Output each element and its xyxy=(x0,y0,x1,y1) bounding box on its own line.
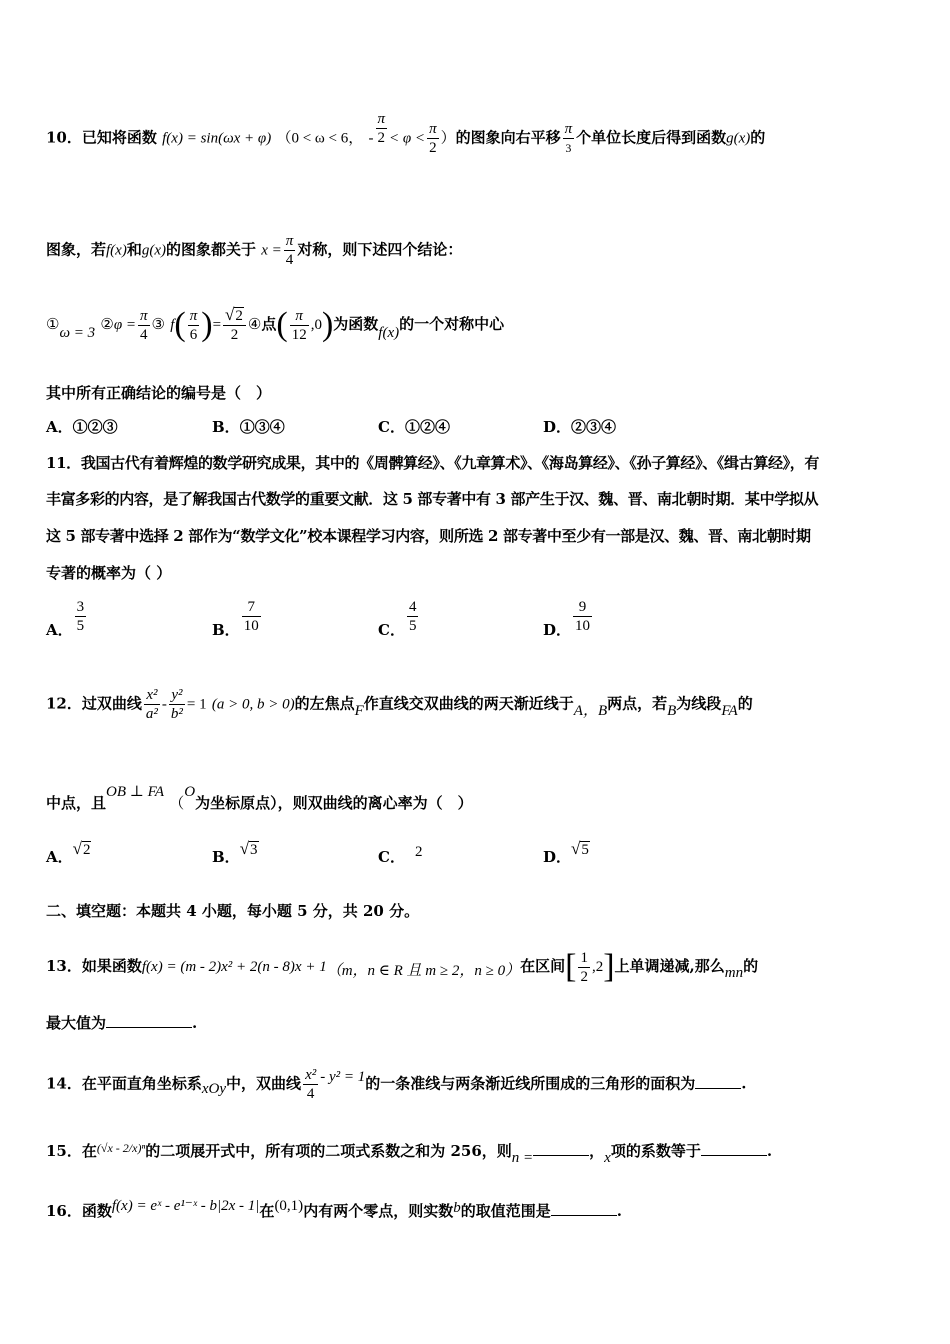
q10-text: 已知将函数 xyxy=(81,128,157,147)
q12-text: 两点，若 xyxy=(607,694,668,713)
q10-line-1 xyxy=(46,111,910,157)
q11-option-c[interactable]: C． $\frac{4}{5}$ xyxy=(378,599,417,639)
equals: = xyxy=(212,317,222,333)
section-title: 二、填空题：本题共 4 小题，每小题 5 分，共 20 分。 xyxy=(46,902,420,920)
q10-function-def: f(x) = sin(ωx + φ) xyxy=(162,130,272,147)
q16-text: 的取值范围是 xyxy=(460,1202,551,1220)
frac-pi-12: $\frac{\pi}{12}$ xyxy=(291,307,307,343)
q14-equation: - y² = 1 xyxy=(320,1068,366,1085)
q12-option-b[interactable]: B．√3 xyxy=(212,839,258,866)
q14-text: 在平面直角坐标系 xyxy=(81,1074,202,1093)
var-x: x xyxy=(604,1150,611,1166)
q12-perp: OB ⊥ FA xyxy=(106,784,165,800)
q10-f: f(x) xyxy=(378,325,400,341)
q16-interval: (0,1) xyxy=(274,1198,304,1214)
q10-frac-pi-4: $\frac{\pi}{4}$ xyxy=(285,233,294,268)
q15-line xyxy=(46,1140,910,1166)
question-number: 14． xyxy=(46,1074,82,1093)
question-number: 15． xyxy=(46,1142,82,1160)
var-B: B xyxy=(667,702,677,719)
q11-option-d[interactable]: D． $\frac{9}{10}$ xyxy=(543,599,591,639)
interval-end: ,2 xyxy=(591,959,604,975)
q12-text: 的左焦点 xyxy=(294,694,355,713)
frac-pi-4: $\frac{\pi}{4}$ xyxy=(140,307,148,343)
question-number: 10． xyxy=(46,128,82,147)
close-paren: ） xyxy=(440,130,456,147)
q10-frac-pi-3: $\frac{\pi}{3}$ xyxy=(564,121,573,155)
frac-x2-4: $\frac{\text{x²}}{4}$ xyxy=(305,1067,317,1102)
q15-text: 在 xyxy=(81,1142,97,1160)
q12-text: 过双曲线 xyxy=(81,694,142,713)
q13-line-1: 13．如果函数f(x) = (m - 2)x² + 2(n - 8)x + 1（m，n ∈ R 且 m ≥ 2，n ≥ 0）在区间[ $\frac{1}{2}$ ,2]上单调递减,那么mn的 xyxy=(46,948,759,985)
question-number: 16． xyxy=(46,1202,82,1220)
var-FA: FA xyxy=(721,702,738,719)
q10-text: 对称，则下述四个结论： xyxy=(297,240,463,259)
var-O: O xyxy=(184,784,196,800)
q11-line-4: 专著的概率为（ ） xyxy=(46,564,172,582)
q13-text: 最大值为 xyxy=(46,1014,107,1032)
q10-option-b[interactable]: B．①③④ xyxy=(212,418,285,436)
q11-option-a[interactable]: A． $\frac{3}{5}$ xyxy=(46,599,85,639)
q12-condition: (a > 0, b > 0) xyxy=(211,696,295,713)
q13-text: 在区间 xyxy=(520,957,566,975)
circled-3: ③ xyxy=(151,317,165,333)
q10-option-c[interactable]: C．①②④ xyxy=(378,418,450,436)
open-paren: （ xyxy=(169,796,185,812)
q10-ask: 其中所有正确结论的编号是（ ） xyxy=(46,384,272,402)
var-xOy: xOy xyxy=(201,1080,227,1097)
q14-line xyxy=(46,1066,910,1103)
q16-line xyxy=(46,1200,910,1221)
q11-line-2: 丰富多彩的内容，是了解我国古代数学的重要文献．这 5 部专著中有 3 部产生于汉、魏、晋、南北朝时期．某中学拟从 xyxy=(46,490,819,508)
q10-conclusions: ①ω = 3 ②φ = $\frac{\pi}{4}$ ③ f( $\frac{\pi}{6}$ )= $\frac{√2}{2}$ ④点( $\frac{\pi}{12}$ ,0)为函数f(x)的一个对称中心 xyxy=(46,305,505,343)
q16-function: f(x) = eˣ - e¹⁻ˣ - b|2x - 1| xyxy=(111,1198,260,1214)
q10-text: 的图象都关于 xyxy=(166,240,257,259)
frac-x2-a2: $\frac{\text{x²}}{\text{a²}}$ xyxy=(145,687,158,722)
conclusion-1: ω = 3 xyxy=(59,325,96,341)
q15-text: 的二项展开式中，所有项的二项式系数之和为 256，则 xyxy=(145,1142,512,1160)
var-b: b xyxy=(453,1200,461,1216)
q14-text: 中，双曲线 xyxy=(226,1074,302,1093)
period: . xyxy=(192,1014,198,1032)
point-y: ,0 xyxy=(310,317,322,333)
answer-blank-n[interactable] xyxy=(533,1141,589,1156)
q16-text: 在 xyxy=(259,1202,275,1220)
answer-blank[interactable] xyxy=(106,1013,192,1028)
q10-g: g(x) xyxy=(726,130,751,147)
q15-expression: (√x - 2/x)ⁿ xyxy=(96,1141,146,1155)
q10-line-2 xyxy=(46,232,910,269)
period: . xyxy=(616,1202,622,1220)
circled-4: ④ xyxy=(247,317,262,333)
var-mn: mn xyxy=(724,965,744,981)
conclusion-2: φ = xyxy=(113,317,137,333)
q12-text: 作直线交双曲线的两天渐近线于 xyxy=(363,694,574,713)
q12-option-c[interactable]: C． 2 xyxy=(378,844,423,866)
equals-one: = 1 xyxy=(186,696,207,713)
minus-sign: - xyxy=(368,130,374,147)
period: . xyxy=(741,1074,747,1093)
q10-g: g(x) xyxy=(141,242,167,259)
q13-text: 如果函数 xyxy=(81,957,142,975)
q10-text: 和 xyxy=(126,240,142,259)
q10-option-a[interactable]: A．①②③ xyxy=(46,418,118,436)
q16-text: 内有两个零点，则实数 xyxy=(303,1202,454,1220)
conclusion-3-f: f xyxy=(170,317,175,333)
frac-y2-b2: $\frac{\text{y²}}{\text{b²}}$ xyxy=(170,687,183,722)
q10-frac-pi-2b: $\frac{\pi}{2}$ xyxy=(429,121,437,156)
q15-text: 项的系数等于 xyxy=(610,1142,701,1160)
answer-blank[interactable] xyxy=(695,1074,741,1089)
q12-text: 中点，且 xyxy=(46,794,107,812)
q11-option-b[interactable]: B． $\frac{7}{10}$ xyxy=(212,599,259,639)
q14-text: 的一条准线与两条渐近线所围成的三角形的面积为 xyxy=(365,1074,696,1093)
q13-function: f(x) = (m - 2)x² + 2(n - 8)x + 1 xyxy=(141,959,327,975)
var-n: n = xyxy=(511,1150,534,1166)
q12-text: 的 xyxy=(737,694,753,713)
frac-sqrt2-2: $\frac{√2}{2}$ xyxy=(223,306,246,344)
q11-line-3: 这 5 部专著中选择 2 部作为“数学文化”校本课程学习内容，则所选 2 部专著中至少有一部是汉、魏、晋、南北朝时期 xyxy=(46,527,811,545)
var-AB: A，B xyxy=(573,702,608,719)
q10-f: f(x) xyxy=(106,242,127,259)
q13-line-2 xyxy=(46,1012,910,1033)
q10-text: 图象，若 xyxy=(46,240,107,259)
q10-option-d[interactable]: D．②③④ xyxy=(543,418,617,436)
q13-text: 上单调递减,那么 xyxy=(614,957,725,975)
minus-sign: - xyxy=(161,696,167,713)
q12-text: 为坐标原点），则双曲线的离心率为（ ） xyxy=(195,794,473,812)
q12-text: 为线段 xyxy=(676,694,722,713)
q11-line-1: 11．我国古代有着辉煌的数学研究成果，其中的《周髀算经》、《九章算术》、《海岛算经》、《孙子算经》、《缉古算经》，有 xyxy=(46,454,820,472)
q12-line-1 xyxy=(46,686,910,723)
q13-condition: （m，n ∈ R 且 m ≥ 2，n ≥ 0） xyxy=(326,963,521,979)
q10-text: 点 xyxy=(261,315,277,333)
q16-text: 函数 xyxy=(81,1202,112,1220)
period: . xyxy=(766,1142,773,1160)
var-F: F xyxy=(354,702,364,719)
q10-phi-ineq: < φ < xyxy=(389,130,426,147)
circled-2: ② xyxy=(100,317,114,333)
question-number: 12． xyxy=(46,694,82,713)
question-number: 13． xyxy=(46,957,82,975)
circled-1: ① xyxy=(46,317,60,333)
q10-text: 个单位长度后得到函数 xyxy=(576,128,727,147)
q10-text: 为函数 xyxy=(333,315,379,333)
q12-line-2 xyxy=(46,784,910,813)
answer-blank[interactable] xyxy=(551,1201,617,1216)
q10-frac-pi-2: $\frac{\pi}{2}$ xyxy=(377,111,386,146)
q15-text: ， xyxy=(589,1142,605,1160)
q10-text: 的图象向右平移 xyxy=(455,128,561,147)
frac-pi-6: $\frac{\pi}{6}$ xyxy=(189,307,198,343)
q10-text: 的 xyxy=(750,128,766,147)
frac-1-2: $\frac{1}{2}$ xyxy=(580,949,588,985)
q10-omega-range: （0 < ω < 6， xyxy=(276,130,364,147)
q12-option-a[interactable]: A．√2 xyxy=(46,839,91,866)
q10-x-eq: x = xyxy=(261,242,282,259)
answer-blank-coef[interactable] xyxy=(701,1141,767,1156)
q13-text: 的 xyxy=(743,957,759,975)
q10-text: 的一个对称中心 xyxy=(399,315,505,333)
q12-option-d[interactable]: D．√5 xyxy=(543,839,589,866)
